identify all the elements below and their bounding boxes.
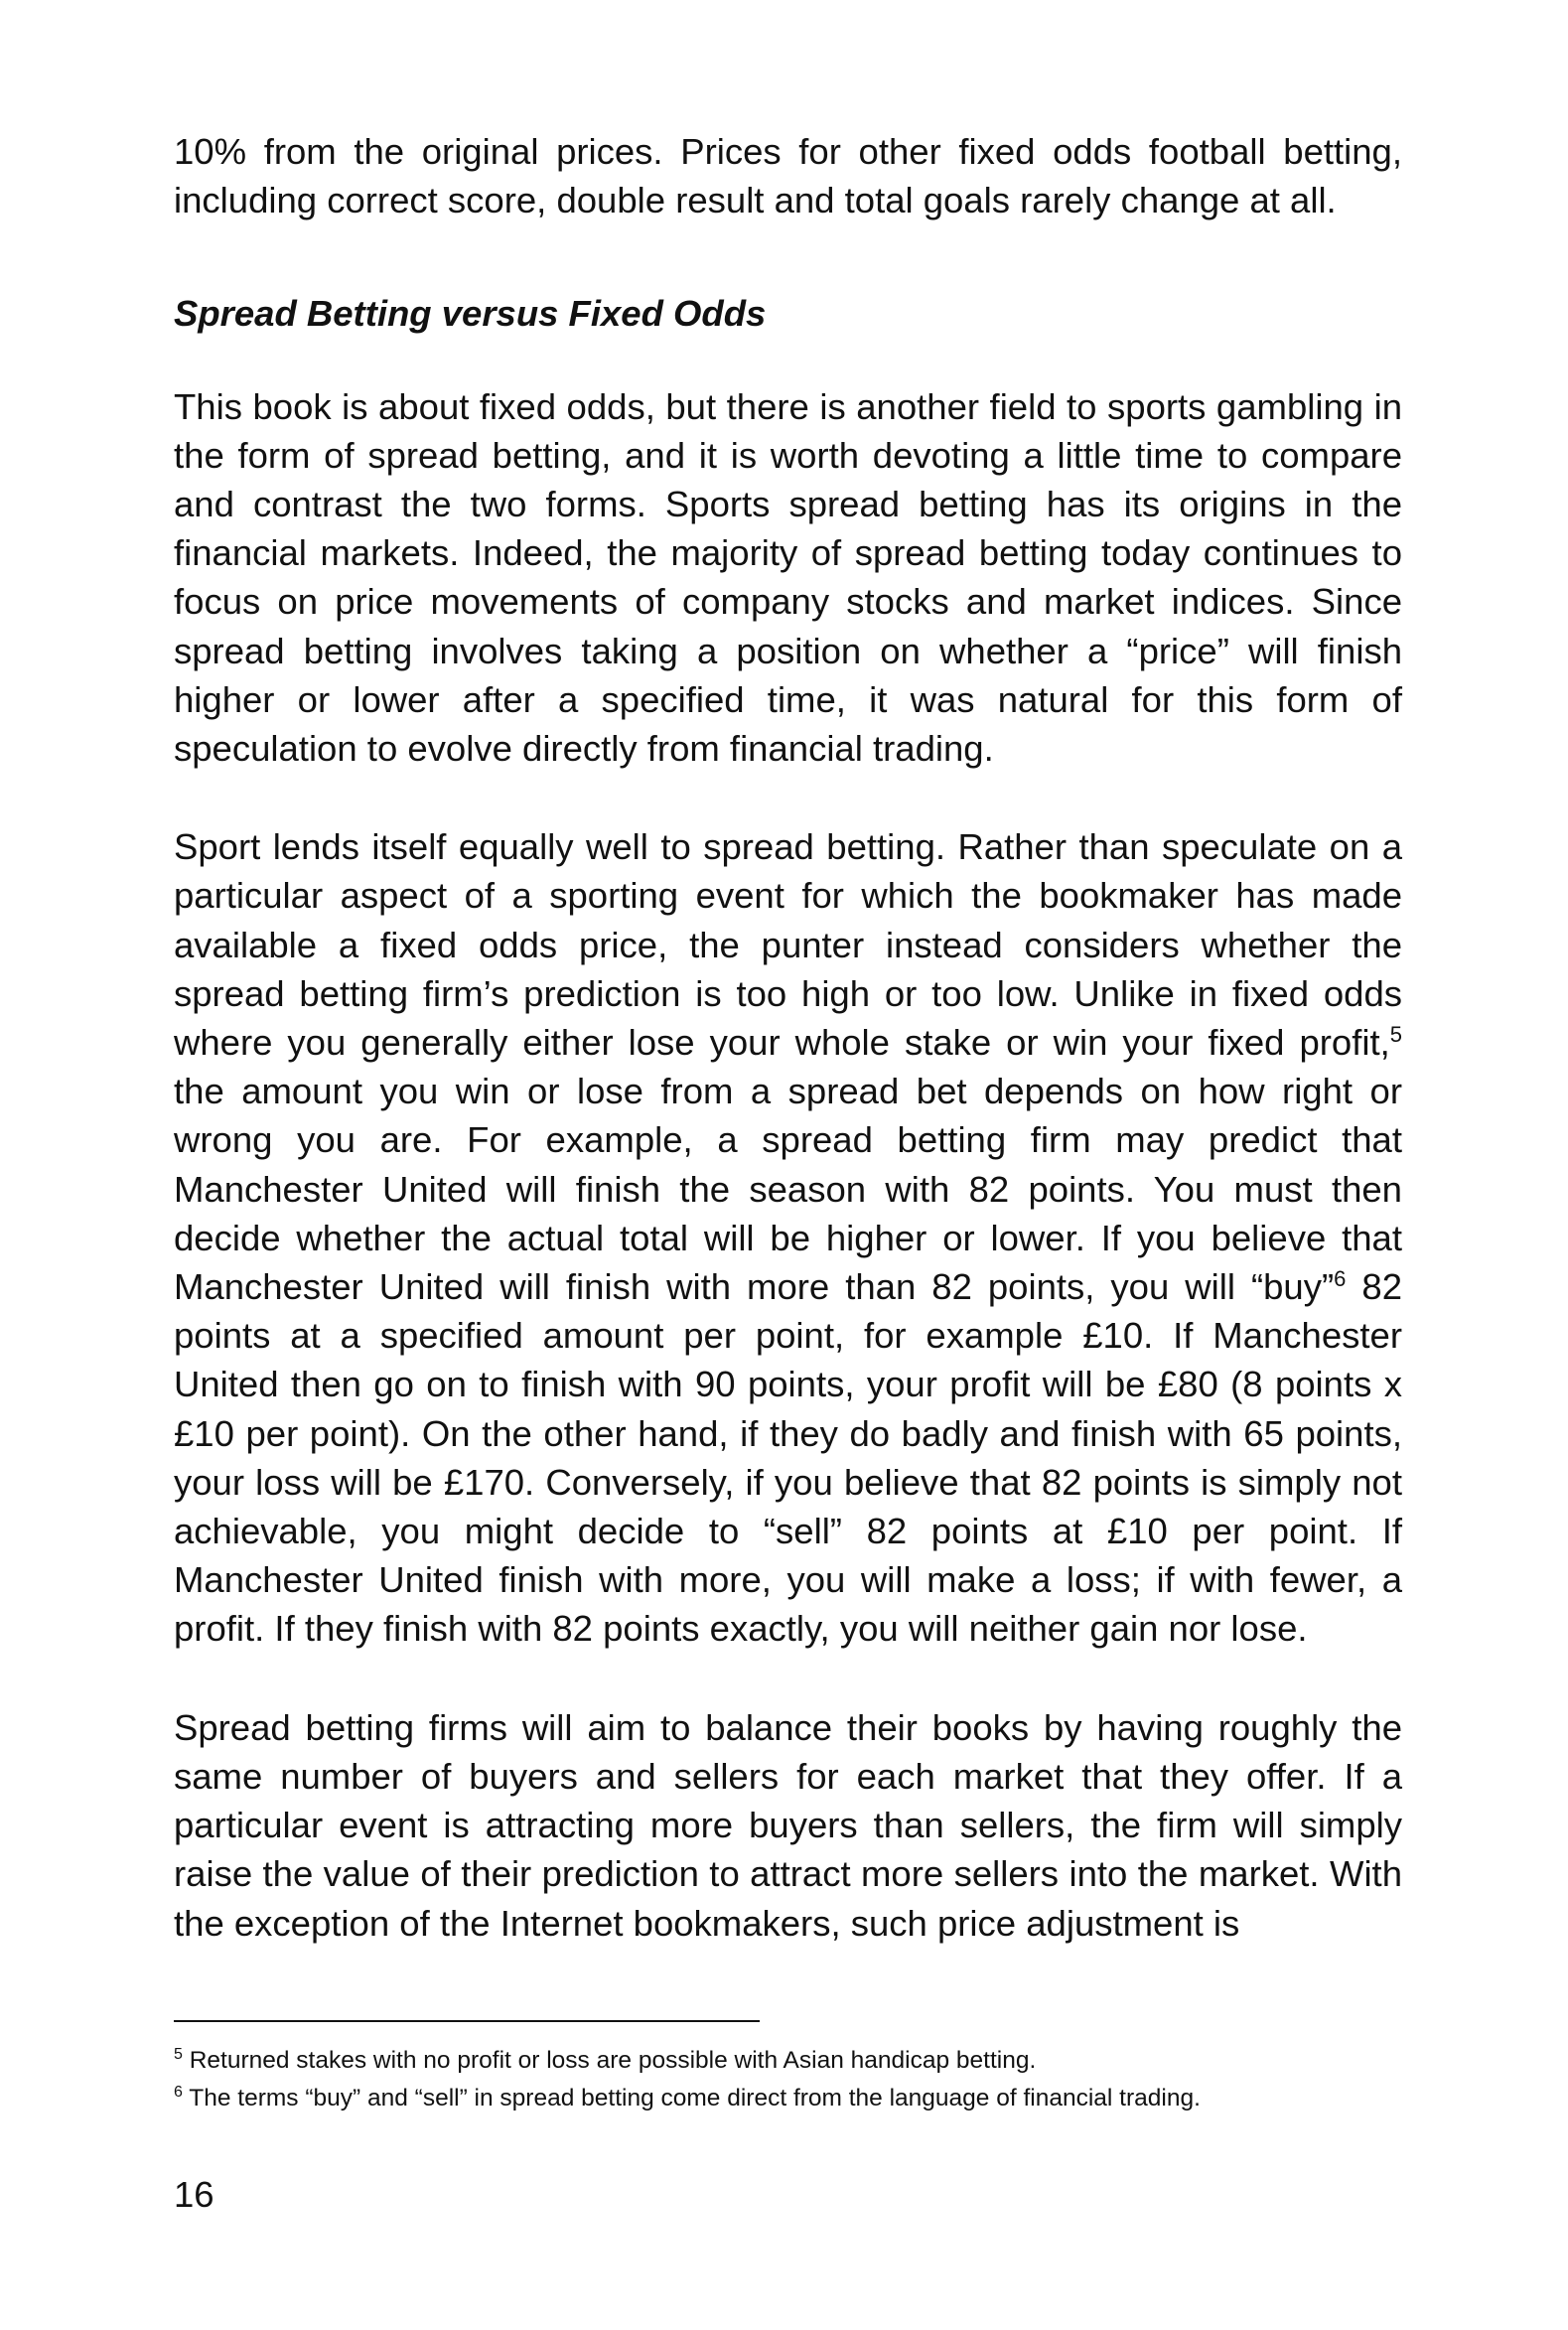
footnote-5 <box>174 2042 1402 2080</box>
spacer <box>174 773 1402 822</box>
footnote-number: 6 <box>174 2083 183 2101</box>
footnote-reference-5: 5 <box>1389 1021 1402 1047</box>
paragraph-text-part: 82 points at a specified amount per point, for example £10. If Manchester United then go on to finish with 90 points, your profit will be £80 (8 points x £10 per point). On the other hand, if they do badly and finish with 65 points, your loss will be £170. Conversely, if you believe that 82 points is simply not achievable, you might decide to “sell” 82 points at £10 per point. If Manchester United finish with more, you will make a loss; if with fewer, a profit. If they finish with 82 points exactly, you will neither gain nor lose. <box>174 1266 1402 1650</box>
footnotes <box>174 2042 1402 2117</box>
spacer <box>174 224 1402 289</box>
paragraph-continuation: 10% from the original prices. Prices for other fixed odds football betting, including correct score, double result and total goals rarely change at all. <box>174 131 1402 221</box>
page-body <box>174 127 1402 1948</box>
footnote-text: Returned stakes with no profit or loss are possible with Asian handicap betting. <box>182 2047 1037 2074</box>
spacer <box>174 339 1402 382</box>
footnote-number: 5 <box>174 2045 183 2063</box>
paragraph-text-part: Sport lends itself equally well to spread betting. Rather than speculate on a particular aspect of a sporting event for which the bookmaker has made available a fixed odds price, the punter instead considers whether the spread betting firm’s prediction is too high or too low. Unlike in fixed odds where you generally either lose your whole stake or win your fixed profit, <box>174 826 1402 1064</box>
paragraph-balancing-books: Spread betting firms will aim to balance their books by having roughly the same number of buyers and sellers for each market that they offer. If a particular event is attracting more buyers than sellers, the firm will simply raise the value of their prediction to attract more sellers into the market. With the exception of the Internet bookmakers, such price adjustment is <box>174 1706 1402 1944</box>
page-number: 16 <box>174 2174 214 2215</box>
footnote-divider <box>174 2020 760 2022</box>
paragraph-spread-betting-intro: This book is about fixed odds, but there is another field to sports gambling in the form of spread betting, and it is worth devoting a little time to compare and contrast the two forms. Sports spread betting has its origins in the financial markets. Indeed, the majority of spread betting today continues to focus on price movements of company stocks and market indices. Since spread betting involves taking a position on whether a “price” will finish higher or lower after a specified time, it was natural for this form of speculation to evolve directly from financial trading. <box>174 385 1402 770</box>
section-heading: Spread Betting versus Fixed Odds <box>174 293 767 335</box>
footnote-text: The terms “buy” and “sell” in spread betting come direct from the language of financial trading. <box>182 2085 1201 2112</box>
spacer <box>174 1654 1402 1703</box>
footnote-6 <box>174 2080 1402 2117</box>
footnote-reference-6: 6 <box>1334 1265 1347 1291</box>
paragraph-text-part: the amount you win or lose from a spread bet depends on how right or wrong you are. For example, a spread betting firm may predict that Manchester United will finish the season with 82 points. You must then decide whether the actual total will be higher or lower. If you believe that Manchester United will finish with more than 82 points, you will “buy” <box>174 1071 1402 1308</box>
paragraph-sport-spread-betting <box>174 822 1402 1653</box>
